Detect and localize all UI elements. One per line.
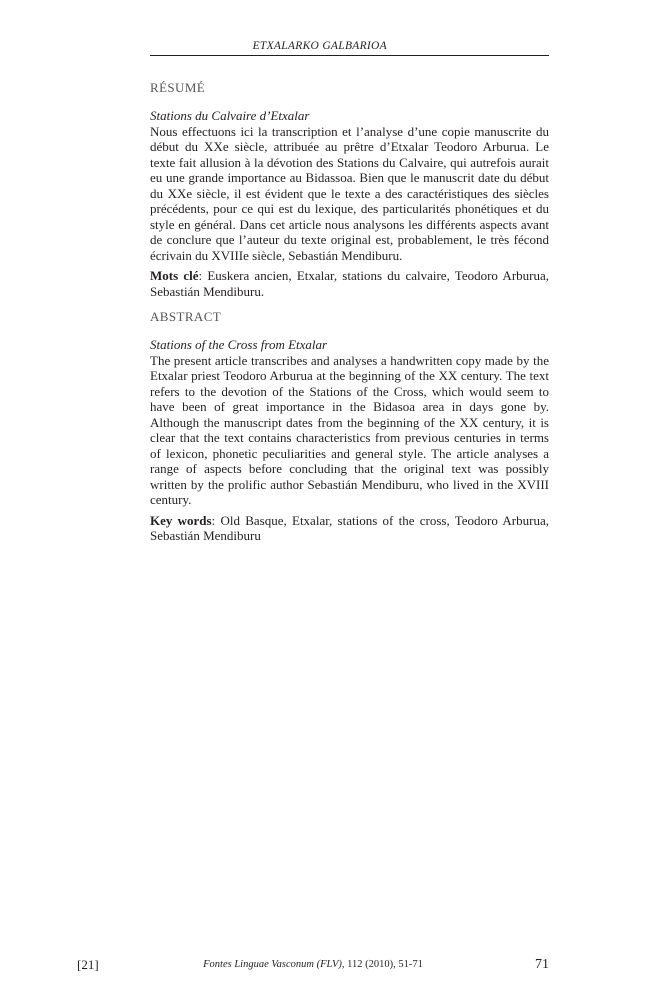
resume-body: Nous effectuons ici la transcription et l’analyse d’une copie manuscrite du début du XXe siècle, attribuée au prêtre d’Etxalar Teodoro Arburua. Le texte fait allusion à la dévotion des Stations du Calvaire, qui autrefois aurait eu une grande importance au Bidassoa. Bien que le manuscrit date du début du XXe siècle, il est évident que le texte a des caractéristiques des siècles précédents, pour ce qui est du lexique, des particularités phonétiques et du style en général. Dans cet article nous analysons les différents aspects avant de conclure que l’auteur du texte original est, probablement, le très fécond écrivain du XVIIIe siècle, Sebastián Mendiburu.: [150, 123, 549, 263]
abstract-section: [150, 309, 549, 544]
resume-keywords: [150, 268, 549, 299]
resume-keywords-label: Mots clé: [150, 268, 199, 283]
page-number: 71: [535, 957, 549, 972]
journal-citation: [77, 959, 549, 970]
abstract-keywords: [150, 513, 549, 544]
running-head-title: ETXALARKO GALBARIOA: [252, 40, 387, 52]
abstract-body: The present article transcribes and analyses a handwritten copy made by the Etxalar priest Teodoro Arburua at the beginning of the XX century. The text refers to the devotion of the Stations of the Cross, which would seem to have been of great importance in the Bidasoa area in days gone by. Although the manuscript dates from the beginning of the XX century, it is clear that the text contains characteristics from previous centuries in terms of lexicon, phonetic peculiarities and general style. The article analyses a range of aspects before concluding that the original text was possibly written by the prolific author Sebastián Mendiburu, who lived in the XVIII century.: [150, 352, 549, 507]
resume-keywords-text: : Euskera ancien, Etxalar, stations du calvaire, Teodoro Arburua, Sebastián Mendiburu.: [150, 268, 549, 299]
abstract-title: Stations of the Cross from Etxalar: [150, 337, 328, 352]
resume-title: Stations du Calvaire d’Etxalar: [150, 108, 310, 123]
citation-details: , 112 (2010), 51-71: [341, 959, 423, 970]
resume-heading: RÉSUMÉ: [150, 80, 206, 95]
journal-name: Fontes Linguae Vasconum (FLV): [203, 959, 342, 970]
abstract-keywords-label: Key words: [150, 512, 212, 528]
abstract-heading: ABSTRACT: [150, 309, 222, 324]
abstract-keywords-text: : Old Basque, Etxalar, stations of the cross, Teodoro Arburua, Sebastián Mendiburu: [150, 512, 549, 543]
resume-section: [150, 80, 549, 299]
page-reference: [21]: [77, 957, 99, 972]
running-head: [150, 40, 549, 56]
